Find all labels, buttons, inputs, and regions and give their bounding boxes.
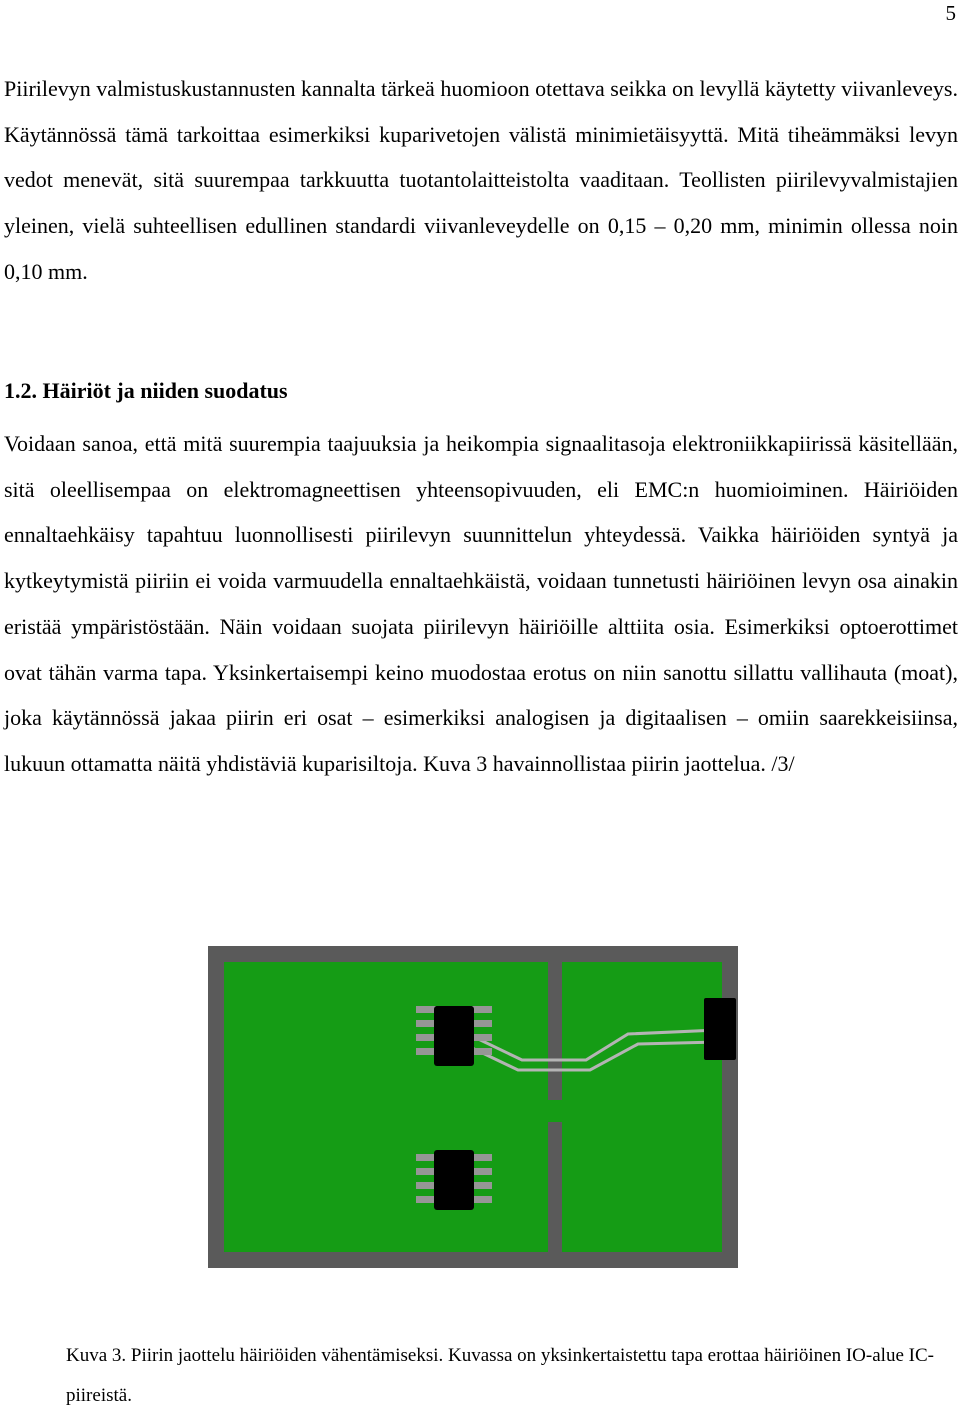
upper-chip-pin xyxy=(416,1034,436,1041)
pcb-diagram xyxy=(208,946,738,1268)
lower-chip-pin xyxy=(472,1154,492,1161)
pcb-moat-figure xyxy=(208,946,738,1268)
upper-chip-pin xyxy=(416,1020,436,1027)
lower-ic-chip xyxy=(434,1150,474,1210)
lower-chip-pin xyxy=(416,1168,436,1175)
lower-chip-pin xyxy=(416,1196,436,1203)
upper-chip-pin xyxy=(416,1048,436,1055)
section-heading: 1.2. Häiriöt ja niiden suodatus xyxy=(4,378,288,403)
page-number: 5 xyxy=(945,1,956,25)
lower-chip-pin xyxy=(472,1168,492,1175)
lower-chip-pin xyxy=(416,1182,436,1189)
paragraph-interference: Voidaan sanoa, että mitä suurempia taajuuksia ja heikompia signaalitasoja elektroniikkapiirissä käsitellään, sitä oleellisempaa on elektromagneettisen yhteensopivuuden, eli EMC:n huomioiminen. Häiriöiden ennaltaehkäisy tapahtuu luonnollisesti piirilevyn suunnittelun yhteydessä. Vaikka häiriöiden syntyä ja kytkeytymistä piiriin ei voida varmuudella ennaltaehkäistä, voidaan tunnetusti häiriöinen levyn osa ainakin eristää ympäristöstään. Näin voidaan suojata piirilevyn häiriöille alttiita osia. Esimerkiksi optoerottimet ovat tähän varma tapa. Yksinkertaisempi keino muodostaa erotus on niin sanottu sillattu vallihauta (moat), joka käytännössä jakaa piirin eri osat – esimerkiksi analogisen ja digitaalisen – omiin saarekkeisiinsa, lukuun ottamatta näitä yhdistäviä kuparisiltoja. Kuva 3 havainnollistaa piirin jaottelua. /3/ xyxy=(4,431,958,776)
lower-chip-pin xyxy=(472,1182,492,1189)
figure-caption: Kuva 3. Piirin jaottelu häiriöiden vähentämiseksi. Kuvassa on yksinkertaistettu tapa erottaa häiriöinen IO-alue IC-piireistä. xyxy=(66,1345,934,1406)
lower-chip-pin xyxy=(416,1154,436,1161)
upper-chip-pin xyxy=(472,1006,492,1013)
upper-ic-chip xyxy=(434,1006,474,1066)
upper-chip-pin xyxy=(472,1034,492,1041)
moat-vertical-top xyxy=(548,962,562,1100)
lower-chip-pin xyxy=(472,1196,492,1203)
moat-vertical-bottom xyxy=(548,1122,562,1252)
upper-chip-pin xyxy=(416,1006,436,1013)
io-connector xyxy=(704,998,736,1060)
paragraph-line-width: Piirilevyn valmistuskustannusten kannalta tärkeä huomioon otettava seikka on levyllä käytetty viivanleveys. Käytännössä tämä tarkoittaa esimerkiksi kuparivetojen välistä minimietäisyyttä. Mitä tiheämmäksi levyn vedot menevät, sitä suurempaa tarkkuutta tuotantolaitteistolta vaaditaan. Teollisten piirilevyvalmistajien yleinen, vielä suhteellisen edullinen standardi viivanleveydelle on 0,15 – 0,20 mm, minimin ollessa noin 0,10 mm. xyxy=(4,76,958,284)
upper-chip-pin xyxy=(472,1048,492,1055)
upper-chip-pin xyxy=(472,1020,492,1027)
